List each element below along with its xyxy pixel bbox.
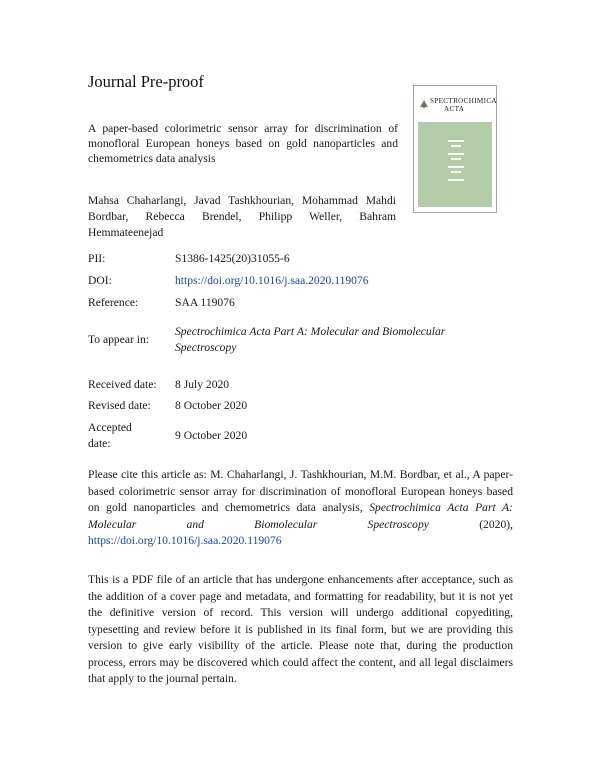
appear-value: Spectrochimica Acta Part A: Molecular and Biomolecular Spectroscopy: [175, 325, 446, 354]
publisher-logo-icon: [419, 95, 429, 103]
doi-label: DOI:: [88, 274, 112, 287]
accepted-value: 9 October 2020: [175, 429, 248, 442]
pii-label: PII:: [88, 252, 106, 265]
citation-doi-link[interactable]: https://doi.org/10.1016/j.saa.2020.119076: [88, 534, 282, 547]
reference-label: Reference:: [88, 296, 139, 309]
cover-title-line1: SPECTROCHIMICA: [430, 97, 497, 105]
received-value: 8 July 2020: [175, 378, 230, 391]
cover-title-line2: ACTA: [444, 105, 465, 113]
article-title: A paper-based colorimetric sensor array for discrimination of monofloral European honeys based on gold nanoparticles and chemometrics data analysis: [88, 122, 398, 165]
citation-text: Please cite this article as: M. Chaharlangi, J. Tashkhourian, M.M. Bordbar, et al., A paper-based colorimetric sensor array for discrimination of monofloral European honeys based on gold nanoparticles and chemometrics data analysis,: [88, 468, 513, 514]
journal-pre-proof-label: Journal Pre-proof: [88, 72, 204, 91]
pii-value: S1386-1425(20)31055-6: [175, 252, 290, 265]
doi-link[interactable]: https://doi.org/10.1016/j.saa.2020.119076: [175, 274, 369, 287]
citation-year: (2020),: [428, 517, 513, 531]
revised-label: Revised date:: [88, 399, 151, 412]
reference-value: SAA 119076: [175, 296, 235, 309]
accepted-label: Accepted date:: [88, 421, 132, 450]
pre-proof-notice: This is a PDF file of an article that has undergone enhancements after acceptance, such as the addition of a cover page and metadata, and formatting for readability, but it is not yet the definitive version of record. This version will undergo additional copyediting, typesetting and review before it is published in its final form, but we are providing this version to give early visibility of the article. Please note that, during the production process, errors may be discovered which could affect the content, and all legal disclaimers that apply to the journal pertain.: [88, 573, 513, 685]
article-authors: Mahsa Chaharlangi, Javad Tashkhourian, Mohammad Mahdi Bordbar, Rebecca Brendel, Philipp Weller, Bahram Hemmateenejad: [88, 194, 396, 239]
received-label: Received date:: [88, 378, 157, 391]
appear-label: To appear in:: [88, 333, 149, 346]
journal-cover-thumbnail: [413, 85, 497, 213]
revised-value: 8 October 2020: [175, 399, 248, 412]
citation-paragraph: [88, 467, 513, 550]
citation-journal: Spectrochimica Acta Part A: Molecular and Biomolecular Spectroscopy: [88, 501, 513, 531]
cover-green-panel: [418, 122, 492, 207]
